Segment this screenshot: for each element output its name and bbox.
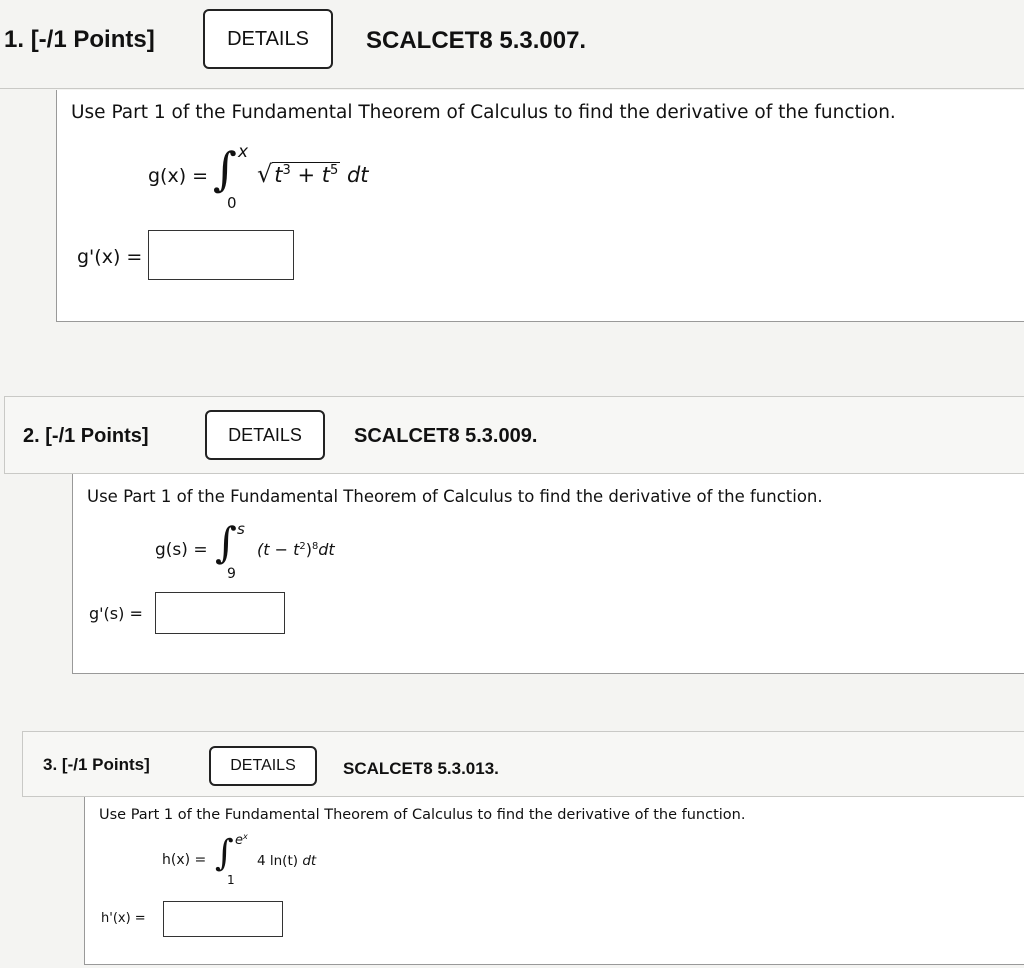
upper-base: e <box>235 833 243 848</box>
integral-lower-limit: 1 <box>227 873 235 887</box>
question-1-number: 1. <box>4 26 25 53</box>
answer-label: g'(x) = <box>77 246 143 268</box>
integrand-exp2: 8 <box>311 541 319 553</box>
function-name: g(s) = <box>155 540 208 560</box>
question-2-header <box>4 396 1024 474</box>
question-2-panel <box>72 474 1024 674</box>
answer-input-3[interactable] <box>163 901 283 937</box>
details-button-3[interactable] <box>209 746 317 786</box>
question-1-instruction: Use Part 1 of the Fundamental Theorem of Calculus to find the derivative of the function. <box>71 102 896 123</box>
integral-sign: ∫ <box>215 518 237 567</box>
answer-input-2[interactable] <box>155 592 285 634</box>
question-2-number: 2. <box>23 425 40 447</box>
answer-label: h'(x) = <box>101 911 146 926</box>
question-2-points: [-/1 Points] <box>45 425 149 447</box>
integral-sign: ∫ <box>215 833 234 874</box>
question-3-number: 3. <box>43 755 58 774</box>
integrand-text: 4 ln(t) <box>257 853 299 869</box>
question-1-code: SCALCET8 5.3.007. <box>366 27 587 54</box>
question-3-code: SCALCET8 5.3.013. <box>343 759 499 778</box>
integrand-base-2: t <box>321 163 330 187</box>
integrand-open: (t − t <box>257 540 300 559</box>
question-2-code: SCALCET8 5.3.009. <box>354 425 538 447</box>
question-3-instruction: Use Part 1 of the Fundamental Theorem of Calculus to find the derivative of the function. <box>99 807 746 823</box>
sqrt-icon: √ <box>257 160 273 188</box>
integrand-exp2: 5 <box>330 163 339 179</box>
integrand-plus: + <box>290 163 322 187</box>
question-number <box>23 425 149 448</box>
question-3-panel <box>84 797 1024 965</box>
question-1-points: [-/1 Points] <box>30 26 155 53</box>
answer-input-1[interactable] <box>148 230 294 280</box>
function-definition <box>155 540 208 560</box>
integral-sign: ∫ <box>213 142 237 196</box>
details-button-1[interactable] <box>203 9 333 69</box>
question-number <box>4 26 155 54</box>
integrand-exp1: 2 <box>299 541 306 553</box>
question-1-panel <box>56 90 1024 322</box>
details-button-2[interactable] <box>205 410 325 460</box>
differential: dt <box>318 540 335 559</box>
integrand-close: ) <box>305 540 312 559</box>
question-number <box>43 755 150 775</box>
function-definition <box>148 165 208 187</box>
details-label: DETAILS <box>230 757 296 774</box>
integrand-exp1: 3 <box>282 163 291 179</box>
question-3-points: [-/1 Points] <box>61 755 150 774</box>
function-name: g(x) = <box>148 165 209 187</box>
differential: dt <box>346 163 369 187</box>
integral-lower-limit: 9 <box>227 566 236 582</box>
integral-lower-limit: 0 <box>227 194 237 212</box>
integrand <box>257 160 369 188</box>
differential: dt <box>302 853 317 869</box>
integral-upper-limit: s <box>237 520 245 538</box>
upper-exp: x <box>243 832 248 842</box>
integrand <box>257 540 335 559</box>
question-3-header <box>22 731 1024 797</box>
integrand <box>257 853 316 869</box>
answer-label: g'(s) = <box>89 604 143 623</box>
function-name: h(x) = <box>162 852 207 868</box>
integral-upper-limit: x <box>238 142 249 162</box>
details-label: DETAILS <box>227 27 309 50</box>
details-label: DETAILS <box>228 424 302 445</box>
integral-upper-limit <box>235 833 248 848</box>
integrand-base: t <box>274 163 283 187</box>
question-1-header <box>0 0 1024 89</box>
question-2-instruction: Use Part 1 of the Fundamental Theorem of Calculus to find the derivative of the function. <box>87 487 823 506</box>
function-definition <box>162 852 206 868</box>
